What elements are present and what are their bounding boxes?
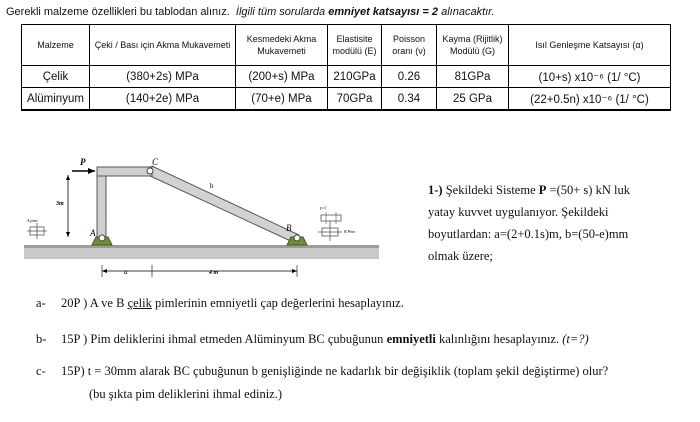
cell: (140+2e) MPa xyxy=(90,88,236,111)
cell: 0.34 xyxy=(382,88,437,111)
question-a-pre: 20P ) A ve B xyxy=(61,296,125,310)
member-ac-vertical xyxy=(97,171,106,241)
header-tension-yield: Çeki / Bası için Akma Mukavemeti xyxy=(90,25,236,66)
problem-line1a: Şekildeki Sisteme xyxy=(445,183,536,197)
cell: (22+0.5n) x10⁻⁶ (1/ °C) xyxy=(509,88,671,111)
label-c: C xyxy=(152,157,159,167)
height-arrow-bottom xyxy=(66,232,70,237)
header-material: Malzeme xyxy=(22,25,90,66)
label-thickness: t=? xyxy=(320,207,327,212)
question-b-post: kalınlığını hesaplayınız. xyxy=(438,332,560,346)
intro-part4: alınacaktır. xyxy=(441,6,495,18)
problem-force-symbol: P xyxy=(538,183,547,197)
question-b-pre: 15P ) Pim deliklerini ihmal etmeden Alüminyum BC çubuğunun xyxy=(61,332,384,346)
question-c xyxy=(36,364,608,379)
cell: (380+2s) MPa xyxy=(90,66,236,88)
question-a xyxy=(36,296,404,311)
member-bc xyxy=(148,166,299,243)
cell: 25 GPa xyxy=(437,88,509,111)
force-p-arrowhead xyxy=(88,168,95,174)
question-a-post: pimlerinin emniyetli çap değerlerini hesaplayınız. xyxy=(154,296,404,310)
header-shear-modulus: Kayma (Rijitlik) Modülü (G) xyxy=(437,25,509,66)
problem-line1c: =(50+ s) kN luk xyxy=(549,183,630,197)
joint-c xyxy=(147,168,153,174)
pin-b xyxy=(294,235,300,241)
header-thermal-coeff: Isıl Genleşme Katsayısı (α) xyxy=(509,25,671,66)
label-pin-b: B Pimi xyxy=(344,229,355,234)
cell: (10+s) x10⁻⁶ (1/ °C) xyxy=(509,66,671,88)
member-ac-horizontal xyxy=(97,167,152,176)
problem-line3: boyutlardan: a=(2+0.1s)m, b=(50-e)mm xyxy=(428,227,629,241)
intro-bold: emniyet katsayısı xyxy=(328,6,420,18)
header-shear-yield: Kesmedeki Akma Mukavemeti xyxy=(236,25,328,66)
structure-diagram xyxy=(24,155,384,285)
span-arrow-left xyxy=(102,269,107,273)
question-c-label: c- xyxy=(36,364,46,378)
cell-material: Çelik xyxy=(22,66,90,88)
problem-number: 1-) xyxy=(428,183,443,197)
problem-line4: olmak üzere; xyxy=(428,249,493,263)
cell: 0.26 xyxy=(382,66,437,88)
intro-part3: = 2 xyxy=(422,6,439,18)
question-b-label: b- xyxy=(36,332,47,346)
cell: 81GPa xyxy=(437,66,509,88)
intro-part2: İlgili tüm sorularda xyxy=(235,6,326,18)
pin-a-detail-icon xyxy=(27,223,47,239)
problem-statement xyxy=(428,179,678,267)
pin-b-detail-icon xyxy=(318,221,342,241)
label-b-point: B xyxy=(286,223,292,233)
pin-a xyxy=(99,235,105,241)
span-arrow-right xyxy=(292,269,297,273)
cell: 70GPa xyxy=(328,88,382,111)
question-b xyxy=(36,332,589,347)
header-poisson: Poisson oranı (ν) xyxy=(382,25,437,66)
question-c-note: (bu şıkta pim deliklerini ihmal ediniz.) xyxy=(89,387,283,401)
cell: (70+e) MPa xyxy=(236,88,328,111)
material-properties-table xyxy=(21,24,671,111)
label-a-point: A xyxy=(90,228,96,238)
table-row xyxy=(22,88,671,111)
label-span: 4 m xyxy=(209,270,219,276)
question-b-italic: (t=?) xyxy=(562,332,589,346)
instructions xyxy=(6,6,495,18)
header-elastic-modulus: Elastisite modülü (E) xyxy=(328,25,382,66)
label-p: P xyxy=(80,157,86,167)
label-b: b xyxy=(210,182,214,190)
question-a-underlined: çelik xyxy=(127,296,152,310)
label-a-dim: a xyxy=(124,268,128,276)
intro-part1: Gerekli malzeme özellikleri bu tablodan alınız. xyxy=(6,6,230,18)
label-height: 3m xyxy=(56,201,64,207)
cell-material: Alüminyum xyxy=(22,88,90,111)
cell: 210GPa xyxy=(328,66,382,88)
section-detail-icon xyxy=(321,212,341,224)
height-arrow-top xyxy=(66,175,70,180)
cell: (200+s) MPa xyxy=(236,66,328,88)
question-c-line1: 15P) t = 30mm alarak BC çubuğunun b genişliğinde ne kadarlık bir değişiklik (toplam şekil değiştirme) olur? xyxy=(61,364,609,378)
table-row xyxy=(22,66,671,88)
question-b-bold: emniyetli xyxy=(386,332,436,346)
question-a-label: a- xyxy=(36,296,46,310)
problem-line2: yatay kuvvet uygulanıyor. Şekildeki xyxy=(428,205,609,219)
label-pin-a: A pimi xyxy=(27,218,38,223)
table-header-row xyxy=(22,25,671,66)
ground-edge xyxy=(24,245,379,248)
